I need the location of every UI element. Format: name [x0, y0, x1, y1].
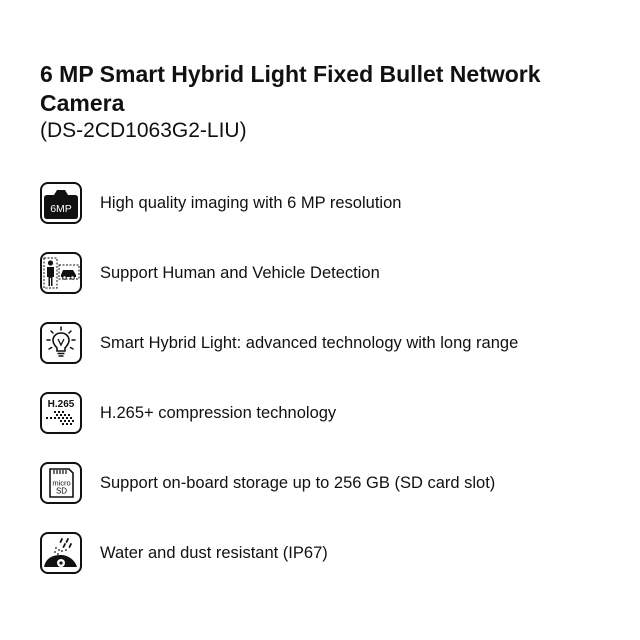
h265-label: H.265 — [47, 399, 75, 410]
light-bulb-icon — [40, 322, 82, 364]
feature-item-compression — [40, 390, 620, 436]
feature-text: H.265+ compression technology — [100, 403, 337, 422]
feature-text: Smart Hybrid Light: advanced technology with long range — [100, 333, 519, 352]
camera-6mp-icon — [40, 182, 82, 224]
human-vehicle-detection-icon — [40, 252, 82, 294]
feature-item-ip67 — [40, 530, 620, 576]
product-model: (DS-2CD1063G2-LIU) — [40, 119, 247, 142]
feature-list — [40, 180, 620, 600]
microsd-label-top: micro — [52, 478, 71, 488]
feature-text: Support Human and Vehicle Detection — [100, 263, 380, 282]
h265-icon — [40, 392, 82, 434]
feature-item-storage — [40, 460, 620, 506]
feature-item-hybrid-light — [40, 320, 620, 366]
feature-item-detection — [40, 250, 620, 296]
feature-item-resolution — [40, 180, 620, 226]
water-dust-icon — [40, 532, 82, 574]
feature-text: Support on-board storage up to 256 GB (SD card slot) — [100, 473, 496, 492]
feature-text: High quality imaging with 6 MP resolution — [100, 193, 402, 212]
microsd-card-icon — [40, 462, 82, 504]
feature-text: Water and dust resistant (IP67) — [100, 543, 328, 562]
camera-6mp-label: 6MP — [50, 203, 72, 215]
microsd-label-bottom: SD — [55, 486, 68, 496]
product-title: 6 MP Smart Hybrid Light Fixed Bullet Network Camera — [40, 61, 541, 116]
